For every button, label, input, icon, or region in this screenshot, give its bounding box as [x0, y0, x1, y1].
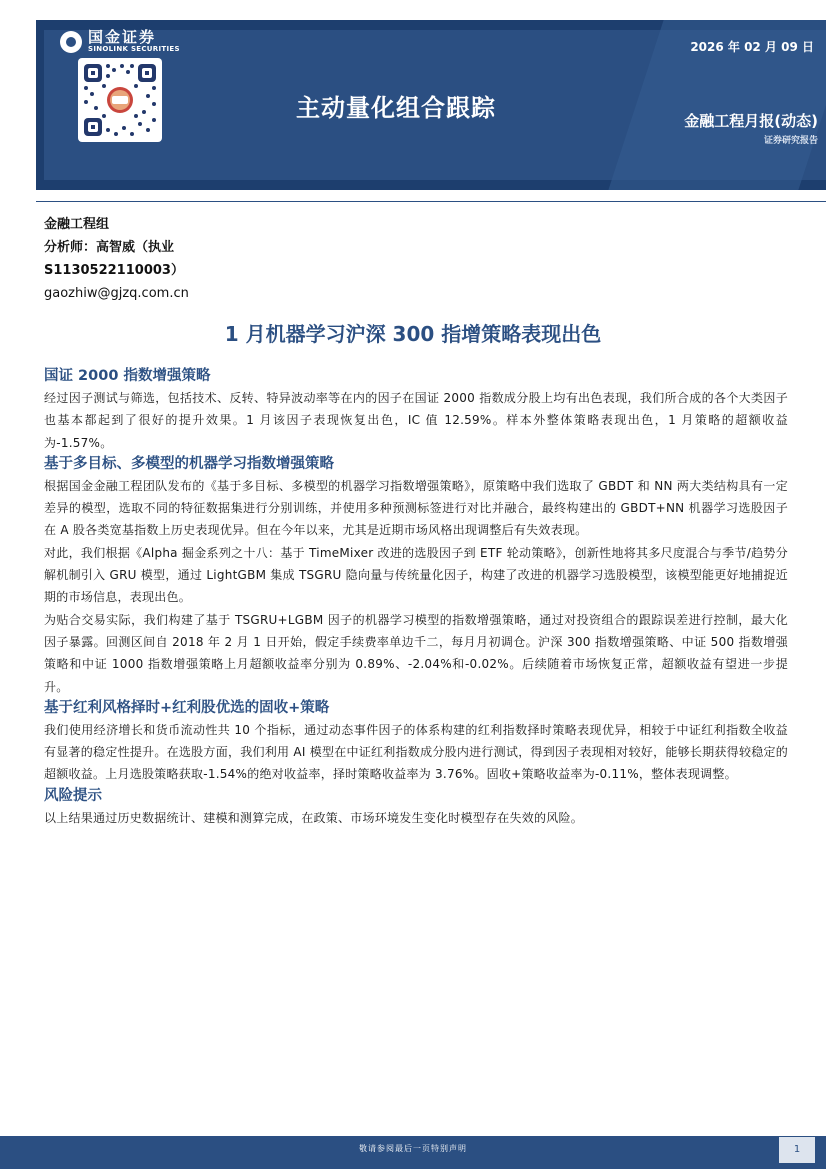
section-heading: 风险提示 [44, 787, 102, 804]
header-divider [36, 201, 826, 202]
page-number: 1 [779, 1137, 815, 1163]
section-paragraph: 对此，我们根据《Alpha 掘金系列之十八：基于 TimeMixer 改进的选股因子到 ETF 轮动策略》，创新性地将其多尺度混合与季节/趋势分解机制引入 GRU 模型，通过 LightGBM 集成 TSGRU 隐向量与传统量化因子，构建了改进的机器学习选股模型，该模型能更好地捕捉近期的市场信息，表现出色。 [44, 545, 788, 605]
report-series-title: 主动量化组合跟踪 [296, 94, 496, 122]
analyst-name: 分析师：高智威（执业 [44, 240, 175, 255]
section-heading: 基于多目标、多模型的机器学习指数增强策略 [44, 455, 334, 472]
section-paragraph: 我们使用经济增长和货币流动性共 10 个指标，通过动态事件因子的体系构建的红利指数择时策略表现优异，相较于中证红利指数全收益有显著的稳定性提升。在选股方面，我们利用 AI 模型在中证红利指数成分股内进行测试，得到因子表现相对较好，能够长期获得较稳定的超额收益。上月选股策略获取-1.54%的绝对收益率，择时策略收益率为 3.76%。固收+策略收益率为-0.11%，整体表现调整。 [44, 722, 788, 782]
section-heading: 基于红利风格择时+红利股优选的固收+策略 [44, 699, 330, 716]
section-heading: 国证 2000 指数增强策略 [44, 368, 211, 384]
footer-disclaimer: 敬请参阅最后一页特别声明 [359, 1144, 467, 1153]
section-paragraph: 根据国金金融工程团队发布的《基于多目标、多模型的机器学习指数增强策略》，原策略中我们选取了 GBDT 和 NN 两大类结构具有一定差异的模型，选取不同的特征数据集进行分别训练，并使用多种预测标签进行对比并融合，最终构建出的 GBDT+NN 机器学习选股因子在 A 股各类宽基指数上历史表现优异。但在今年以来，尤其是近期市场风格出现调整后有失效表现。 [44, 478, 788, 538]
article-title: 1 月机器学习沪深 300 指增策略表现出色 [224, 322, 602, 346]
analyst-email[interactable]: gaozhiw@gjzq.com.cn [44, 286, 189, 301]
company-logo [60, 30, 180, 53]
qr-code-icon [78, 58, 162, 142]
report-category: 证券研究报告 [763, 136, 818, 146]
analyst-group: 金融工程组 [44, 217, 110, 232]
logo-cn-text: 国金证券 [88, 28, 157, 46]
analyst-license: S1130522110003） [44, 263, 184, 278]
section-paragraph: 经过因子测试与筛选，包括技术、反转、特异波动率等在内的因子在国证 2000 指数成分股上均有出色表现，我们所合成的各个大类因子也基本都起到了很好的提升效果。1 月该因子表现恢复出色，IC 值 12.59%。样本外整体策略表现出色，1 月策略的超额收益为-1.57%。 [44, 391, 788, 450]
logo-en-text: SINOLINK SECURITIES [88, 44, 180, 53]
analyst-info [44, 213, 189, 305]
report-type: 金融工程月报(动态) [684, 112, 818, 130]
article-body [44, 366, 788, 829]
report-date: 2026 年 02 月 09 日 [690, 40, 814, 54]
logo-mark-icon [60, 31, 82, 53]
section-paragraph: 以上结果通过历史数据统计、建模和测算完成，在政策、市场环境发生变化时模型存在失效的风险。 [44, 810, 584, 825]
section-paragraph: 为贴合交易实际，我们构建了基于 TSGRU+LGBM 因子的机器学习模型的指数增强策略，通过对投资组合的跟踪误差进行控制，最大化因子暴露。回测区间自 2018 年 2 月 1 日开始，假定手续费率单边千二，每月月初调仓。沪深 300 指数增强策略、中证 500 指数增强策略和中证 1000 指数增强策略上月超额收益率分别为 0.89%、-2.04%和-0.02%。后续随着市场恢复正常，超额收益有望进一步提升。 [44, 612, 788, 694]
